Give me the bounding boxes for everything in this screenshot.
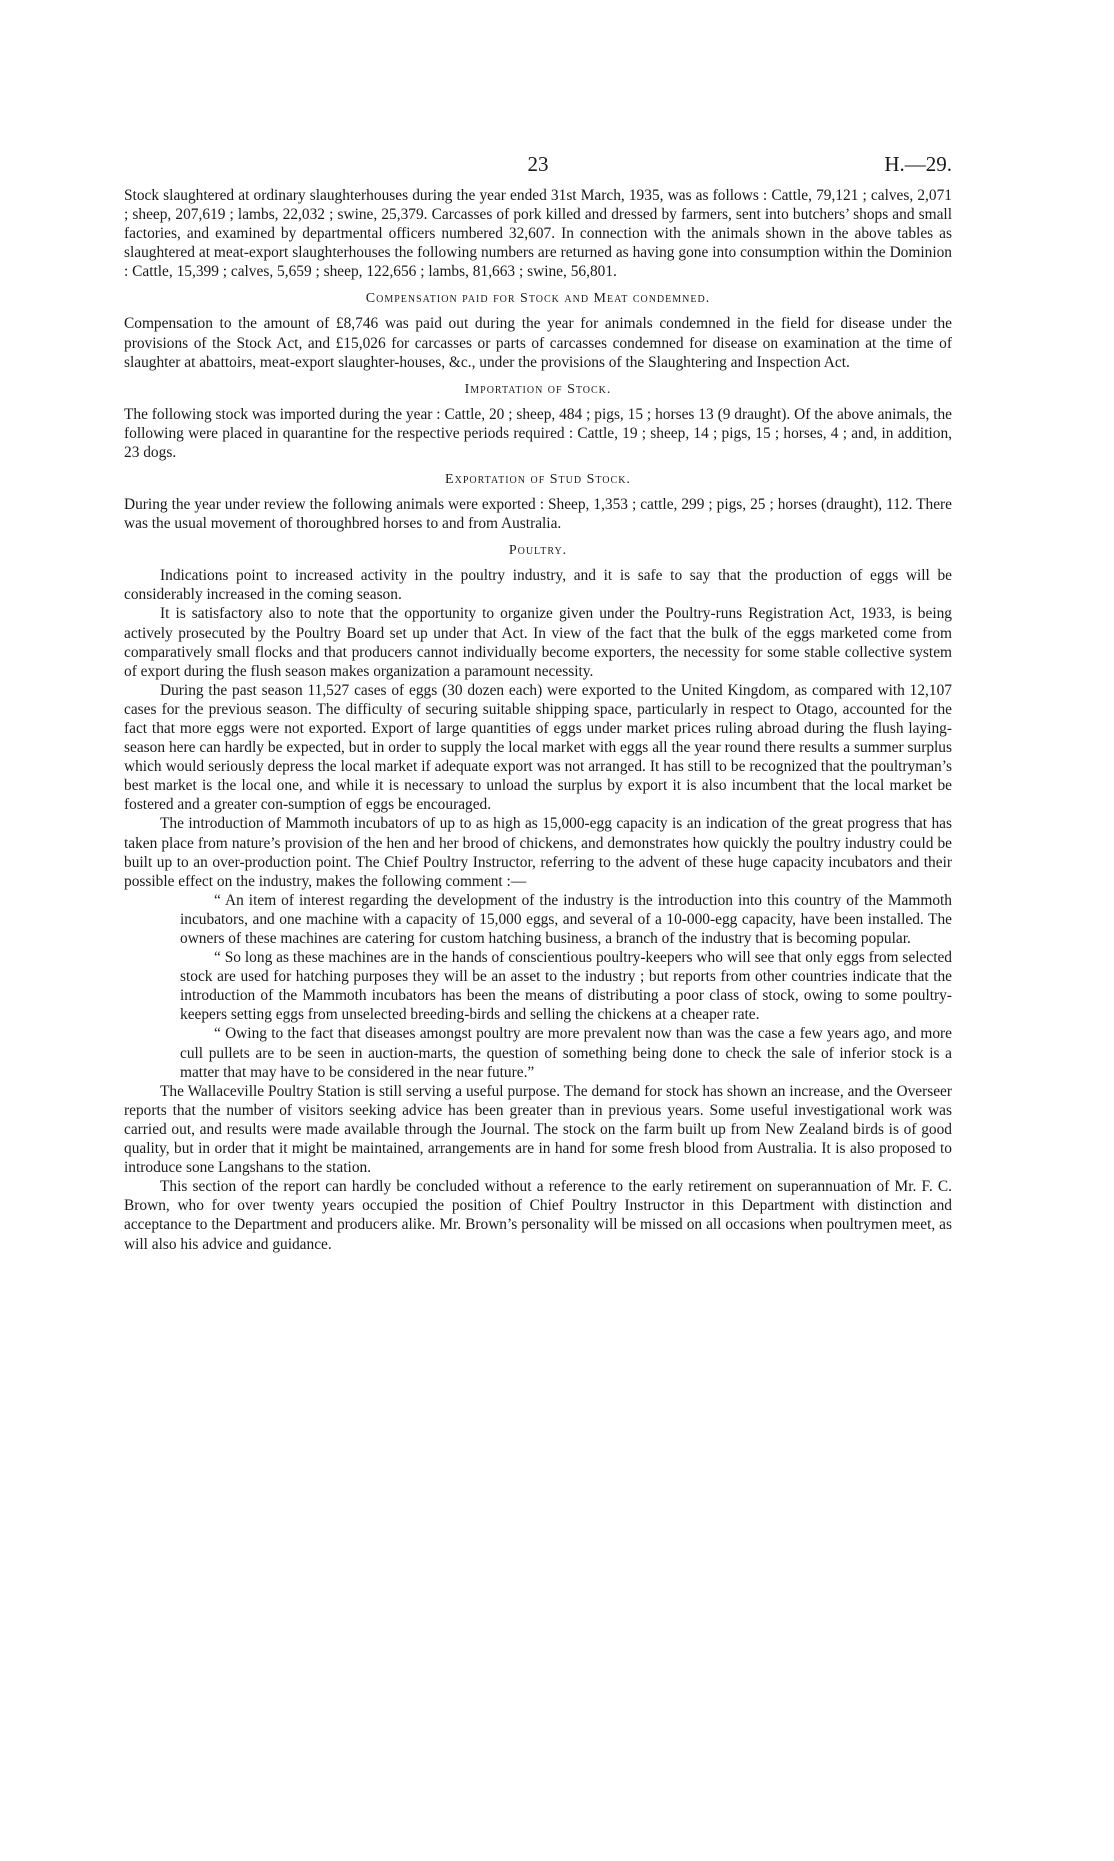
importation-paragraph: The following stock was imported during the year : Cattle, 20 ; sheep, 484 ; pigs, 15 ; horses 13 (9 draught). Of the above animals, the following were placed in quarantine for the respective periods required : Cattle, 19 ; sheep, 14 ; pigs, 15 ; horses, 4 ; and, in addition, 23 dogs. [124, 405, 952, 461]
poultry-paragraph-retirement: This section of the report can hardly be concluded without a reference to the early retirement on superannuation of Mr. F. C. Brown, who for over twenty years occupied the position of Chief Poultry Instructor in this Department with distinction and acceptance to the Department and producers alike. Mr. Brown’s personality will be missed on all occasions when poultrymen meet, as will also his advice and guidance. [124, 1178, 952, 1253]
exportation-heading: Exportation of Stud Stock. [445, 472, 631, 488]
compensation-heading: Compensation paid for Stock and Meat condemned. [365, 291, 711, 307]
exportation-paragraph: During the year under review the following animals were exported : Sheep, 1,353 ; cattle, 299 ; pigs, 25 ; horses (draught), 112. There was the usual movement of thoroughbred horses to and from Australia. [124, 496, 952, 533]
quote-paragraph-1: “ An item of interest regarding the development of the industry is the introduction into this country of the Mammoth incubators, and one machine with a capacity of 15,000 eggs, and several of a 10-000-egg capacity, have been installed. The owners of these machines are catering for custom hatching business, a branch of the industry that is becoming popular. [180, 891, 952, 947]
report-page [124, 152, 952, 1254]
poultry-paragraph-wallaceville: The Wallaceville Poultry Station is still serving a useful purpose. The demand for stock has shown an increase, and the Overseer reports that the number of visitors seeking advice has been greater than in previous years. Some useful investigational work was carried out, and results were made available through the Journal. The stock on the farm built up from New Zealand birds is of good quality, but in order that it might be maintained, arrangements are in hand for some fresh blood from Australia. It is also proposed to introduce sone Langshans to the station. [124, 1082, 952, 1177]
chief-instructor-quote [180, 891, 952, 1082]
importation-heading: Importation of Stock. [464, 381, 612, 397]
quote-paragraph-2: “ So long as these machines are in the hands of conscientious poultry-keepers who will see that only eggs from selected stock are used for hatching purposes they will be an asset to the industry ; but reports from other countries indicate that the introduction of the Mammoth incubators has been the means of distributing a poor class of stock, owing to some poultry-keepers setting eggs from unselected breeding-birds and selling the chickens at a cheaper rate. [180, 949, 952, 1024]
poultry-paragraph-registration: It is satisfactory also to note that the opportunity to organize given under the Poultry-runs Registration Act, 1933, is being actively prosecuted by the Poultry Board set up under that Act. In view of the fact that the bulk of the eggs marketed come from comparatively small flocks and that producers cannot individually become exporters, the necessity for some stable collective system of export during the flush season makes organization a paramount necessity. [124, 605, 952, 680]
slaughter-statistics-paragraph: Stock slaughtered at ordinary slaughterhouses during the year ended 31st March, 1935, was as follows : Cattle, 79,121 ; calves, 2,071 ; sheep, 207,619 ; lambs, 22,032 ; swine, 25,379. Carcasses of pork killed and dressed by farmers, sent into butchers’ shops and small factories, and examined by departmental officers numbered 32,607. In connection with the animals shown in the above tables as slaughtered at meat-export slaughterhouses the following numbers are returned as having gone into consumption within the Dominion : Cattle, 15,399 ; calves, 5,659 ; sheep, 122,656 ; lambs, 81,663 ; swine, 56,801. [124, 187, 952, 281]
poultry-paragraph-incubators: The introduction of Mammoth incubators of up to as high as 15,000-egg capacity is an indication of the great progress that has taken place from nature’s provision of the hen and her brood of chickens, and demonstrates how quickly the poultry industry could be built up to an over-production point. The Chief Poultry Instructor, referring to the advent of these huge capacity incubators and their possible effect on the industry, makes the following comment :— [124, 815, 952, 890]
poultry-paragraph-egg-exports: During the past season 11,527 cases of eggs (30 dozen each) were exported to the United Kingdom, as compared with 12,107 cases for the previous season. The difficulty of securing suitable shipping space, particularly in respect to Otago, accounted for the fact that more eggs were not exported. Export of large quantities of eggs under market prices ruling abroad during the flush laying-season here can hardly be expected, but in order to supply the local market with eggs all the year round there results a summer surplus which would seriously depress the local market if adequate export was not arranged. It has still to be recognized that the poultryman’s best market is the local one, and while it is necessary to unload the surplus by export it is also incumbent that the local market be fostered and a greater con-sumption of eggs be encouraged. [124, 681, 952, 814]
poultry-heading: Poultry. [508, 543, 568, 559]
page-number: 23 [527, 152, 549, 176]
compensation-paragraph: Compensation to the amount of £8,746 was paid out during the year for animals condemned in the field for disease under the provisions of the Stock Act, and £15,026 for carcasses or parts of carcasses condemned for disease on examination at the time of slaughter at abattoirs, meat-export slaughter-houses, &c., under the provisions of the Slaughtering and Inspection Act. [124, 315, 952, 371]
document-reference: H.—29. [884, 152, 952, 176]
quote-paragraph-3: “ Owing to the fact that diseases amongst poultry are more prevalent now than was the case a few years ago, and more cull pullets are to be seen in auction-marts, the question of something being done to check the sale of inferior stock is a matter that may have to be considered in the near future.” [180, 1025, 952, 1081]
running-head [124, 152, 952, 186]
poultry-paragraph-activity: Indications point to increased activity in the poultry industry, and it is safe to say that the production of eggs will be considerably increased in the coming season. [124, 567, 952, 604]
